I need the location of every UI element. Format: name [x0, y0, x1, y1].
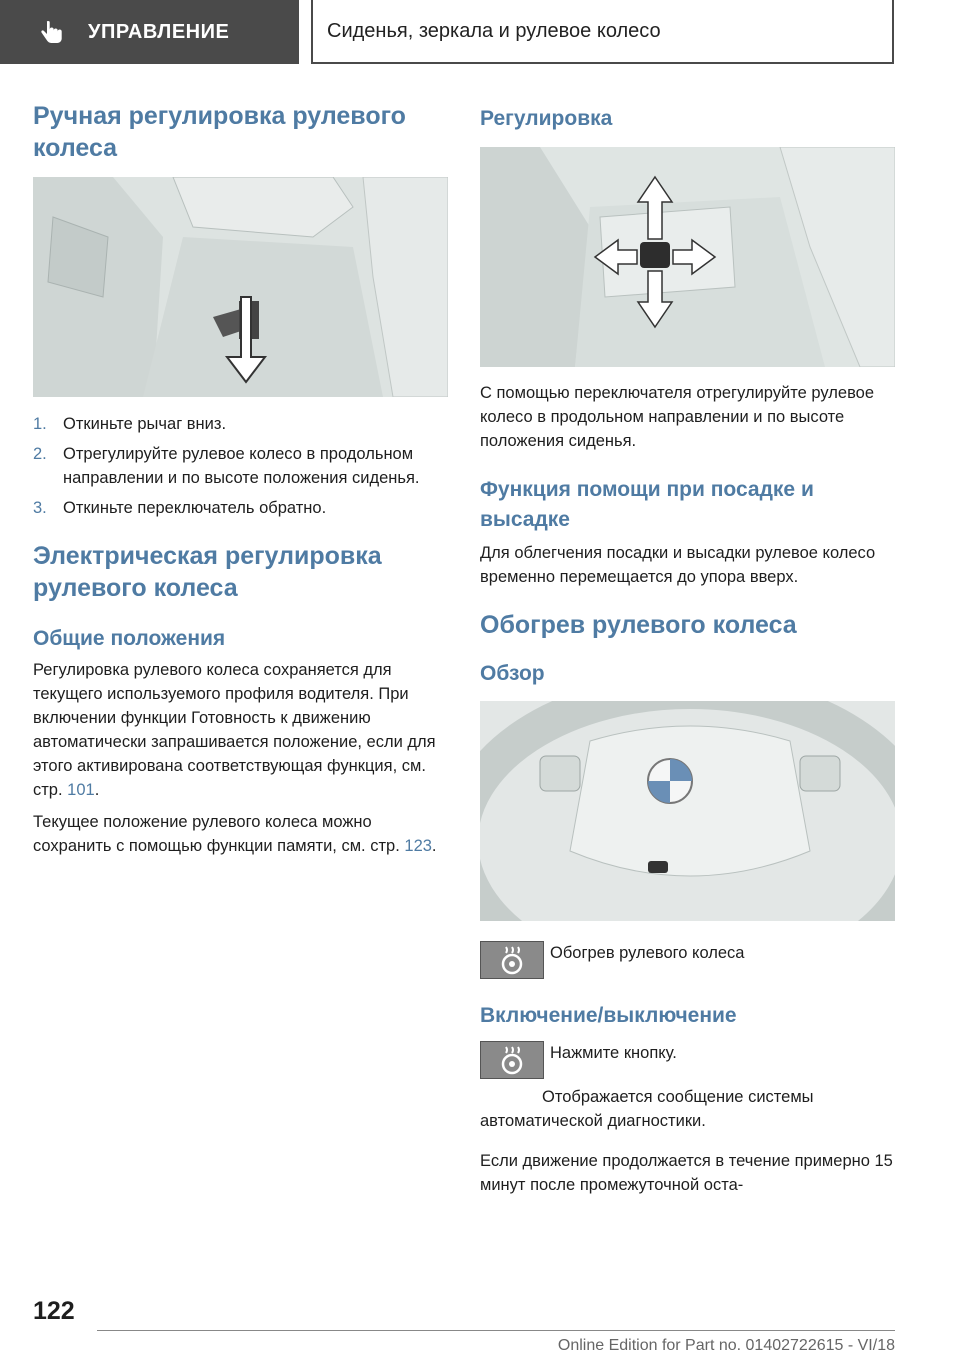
left-column — [33, 100, 448, 858]
right-column — [480, 104, 895, 1197]
page-number: 122 — [33, 1297, 75, 1325]
step-number: 2. — [33, 445, 47, 463]
steering-wheel-heating-button[interactable] — [480, 1041, 544, 1079]
final-paragraph: Если движение продолжается в течение примерно 15 минут после промежуточной оста- — [480, 1152, 893, 1194]
general-paragraph-2 — [33, 810, 448, 858]
entry-assist-paragraph: Для облегчения посадки и высадки рулевое колесо временно перемещается до упора вверх. — [480, 544, 876, 586]
steering-wheel-illustration — [480, 701, 895, 921]
general-paragraph-1 — [33, 658, 448, 802]
step-text: Откиньте переключатель обратно. — [63, 499, 327, 517]
steering-wheel-heating-icon — [480, 941, 544, 979]
section-header — [0, 0, 299, 64]
steering-wheel-heating-icon — [496, 1045, 528, 1075]
step-item — [33, 496, 448, 520]
heading-general: Общие положения — [33, 627, 226, 650]
press-button-text: Нажмите кнопку. — [550, 1044, 677, 1062]
manual-steps-list — [33, 412, 448, 520]
heading-manual-adjustment: Ручная регулировка рулевого колеса — [33, 102, 406, 162]
chapter-title: Сиденья, зеркала и рулевое колесо — [311, 0, 894, 64]
footer-divider — [97, 1330, 895, 1331]
para1-text: Регулировка рулевого колеса сохраняется для текущего используемого профиля водителя. При включении функции Готовность к движению автоматически запрашивается положение, если для этого активирована соответствующая функция, см. стр. — [33, 661, 436, 799]
heading-electric-adjustment: Электрическая регулировка рулевого колеса — [33, 542, 382, 602]
step-text: Откиньте рычаг вниз. — [63, 415, 227, 433]
page-link-123[interactable]: 123 — [404, 837, 432, 855]
heading-overview: Обзор — [480, 662, 545, 685]
heading-entry-assist: Функция помощи при посадке и высадке — [480, 478, 814, 531]
page-link-101[interactable]: 101 — [67, 781, 95, 799]
diagnostic-message-text: Отображается сообщение системы автоматической диагностики. — [480, 1088, 814, 1130]
para1-end: . — [94, 781, 100, 799]
step-item — [33, 412, 448, 436]
manual-lever-figure — [33, 177, 448, 397]
heading-steering-heating: Обогрев рулевого колеса — [480, 611, 797, 639]
adjust-paragraph: С помощью переключателя отрегулируйте рулевое колесо в продольном направлении и по высоте положения сиденья. — [480, 384, 875, 450]
heading-on-off: Включение/выключение — [480, 1004, 737, 1027]
step-text: Отрегулируйте рулевое колесо в продольном направлении и по высоте положения сиденья. — [63, 445, 420, 487]
steering-wheel-figure — [480, 701, 895, 921]
hand-pointer-icon — [38, 18, 66, 46]
lever-illustration — [33, 177, 448, 397]
step-number: 3. — [33, 499, 47, 517]
para2-text: Текущее положение рулевого колеса можно сохранить с помощью функции памяти, см. стр. — [33, 813, 405, 855]
edition-note: Online Edition for Part no. 01402722615 - VI/18 — [557, 1337, 895, 1354]
section-label: УПРАВЛЕНИЕ — [88, 20, 230, 43]
heading-adjustment: Регулировка — [480, 107, 613, 130]
heating-icon-caption: Обогрев рулевого колеса — [550, 944, 745, 962]
step-item — [33, 442, 448, 490]
heating-icon-row — [480, 941, 895, 979]
heating-button-row — [480, 1041, 895, 1079]
electric-switch-figure — [480, 147, 895, 367]
switch-illustration — [480, 147, 895, 367]
para2-end: . — [431, 837, 437, 855]
step-number: 1. — [33, 415, 47, 433]
